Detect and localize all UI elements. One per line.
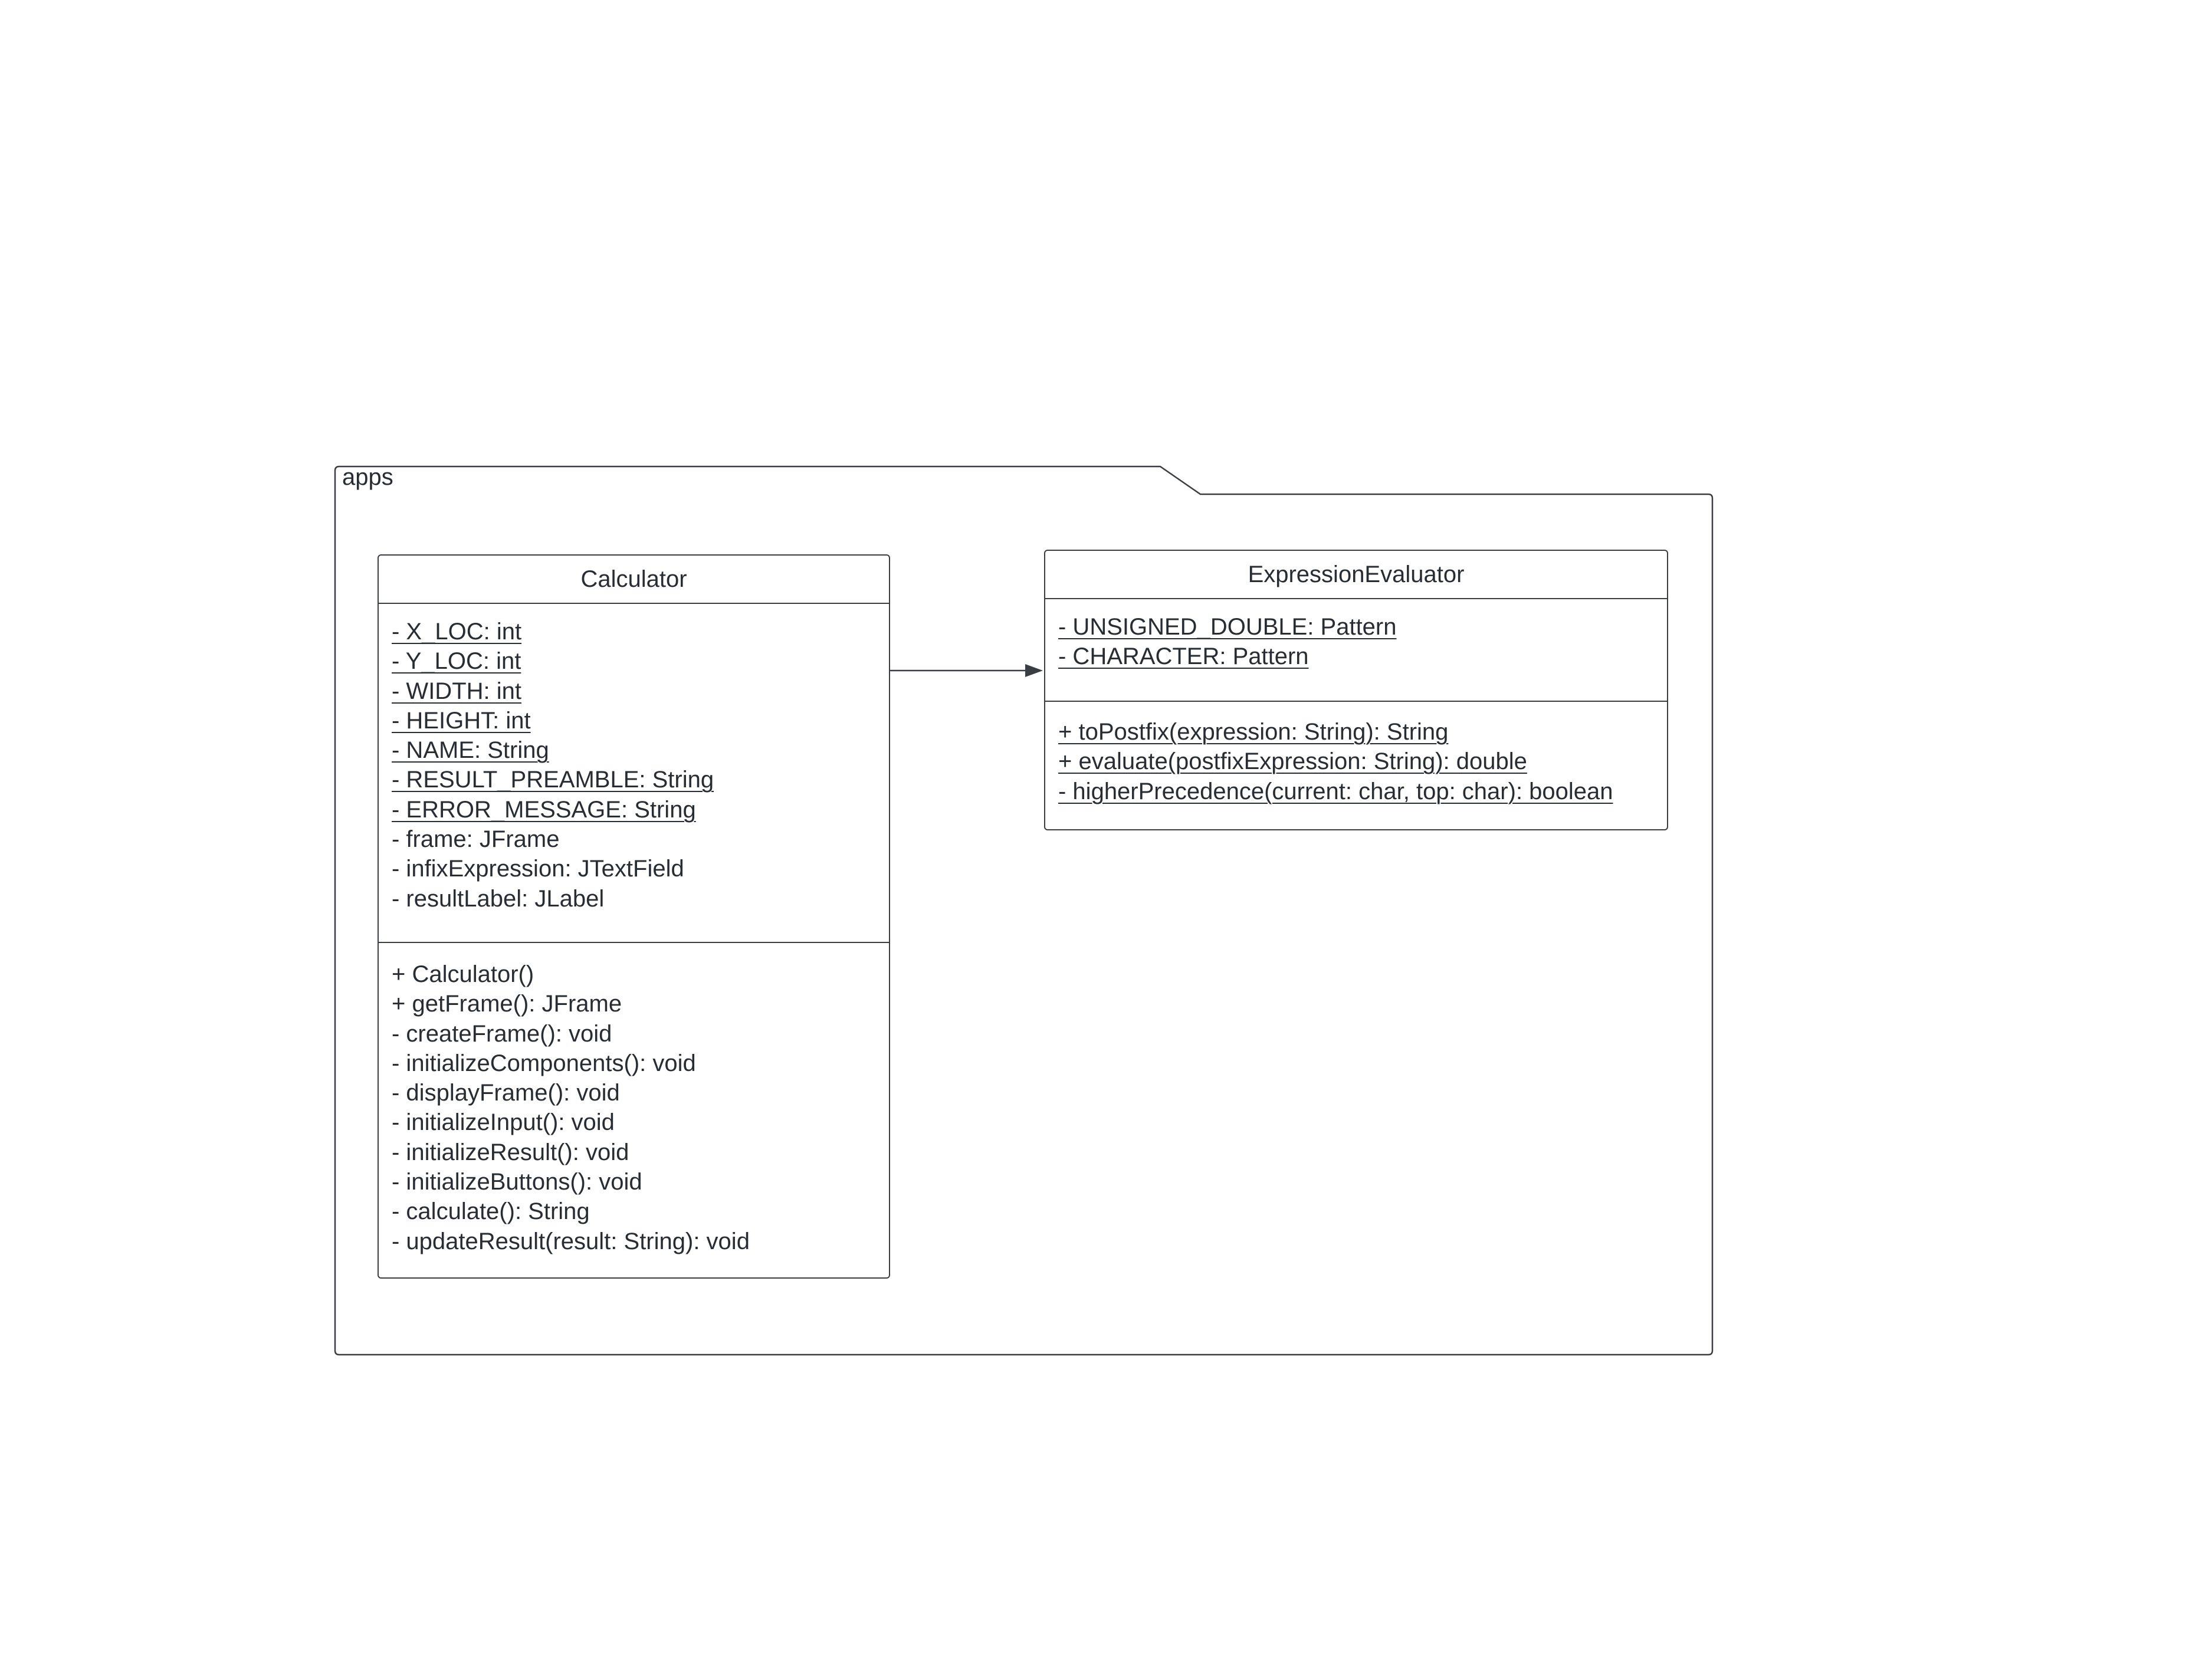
operation: - calculate(): String (392, 1198, 590, 1225)
class-calculator-attributes (379, 604, 889, 942)
operation: + getFrame(): JFrame (392, 991, 622, 1017)
attribute: - RESULT_PREAMBLE: String (392, 767, 714, 793)
class-calculator-name: Calculator (379, 556, 889, 604)
arrowhead-icon (1025, 664, 1043, 677)
class-expression-evaluator-name: ExpressionEvaluator (1045, 551, 1667, 599)
package-name: apps (342, 464, 393, 490)
attribute: - UNSIGNED_DOUBLE: Pattern (1058, 614, 1397, 640)
operation: - initializeComponents(): void (392, 1050, 696, 1076)
class-expression-evaluator[interactable] (1044, 550, 1668, 830)
operation: - createFrame(): void (392, 1020, 612, 1047)
attribute: - Y_LOC: int (392, 648, 521, 675)
operation: - initializeButtons(): void (392, 1169, 642, 1195)
class-expression-evaluator-operations (1045, 701, 1667, 827)
operation: + Calculator() (392, 961, 534, 987)
attribute: - infixExpression: JTextField (392, 856, 684, 882)
class-expression-evaluator-attributes (1045, 599, 1667, 701)
operation: - displayFrame(): void (392, 1080, 620, 1106)
attribute: - NAME: String (392, 737, 549, 764)
class-calculator-operations (379, 942, 889, 1277)
operation: + evaluate(postfixExpression: String): double (1058, 748, 1527, 775)
operation: + toPostfix(expression: String): String (1058, 719, 1449, 745)
operation: - initializeInput(): void (392, 1109, 615, 1136)
attribute: - resultLabel: JLabel (392, 885, 605, 912)
attribute: - X_LOC: int (392, 619, 522, 645)
attribute: - ERROR_MESSAGE: String (392, 796, 696, 823)
attribute: - WIDTH: int (392, 678, 521, 704)
attribute: - HEIGHT: int (392, 707, 531, 734)
class-calculator[interactable] (378, 554, 890, 1279)
operation: - updateResult(result: String): void (392, 1228, 750, 1254)
operation: - higherPrecedence(current: char, top: char): boolean (1058, 778, 1613, 804)
operation: - initializeResult(): void (392, 1139, 629, 1165)
attribute: - frame: JFrame (392, 826, 560, 853)
attribute: - CHARACTER: Pattern (1058, 643, 1309, 670)
